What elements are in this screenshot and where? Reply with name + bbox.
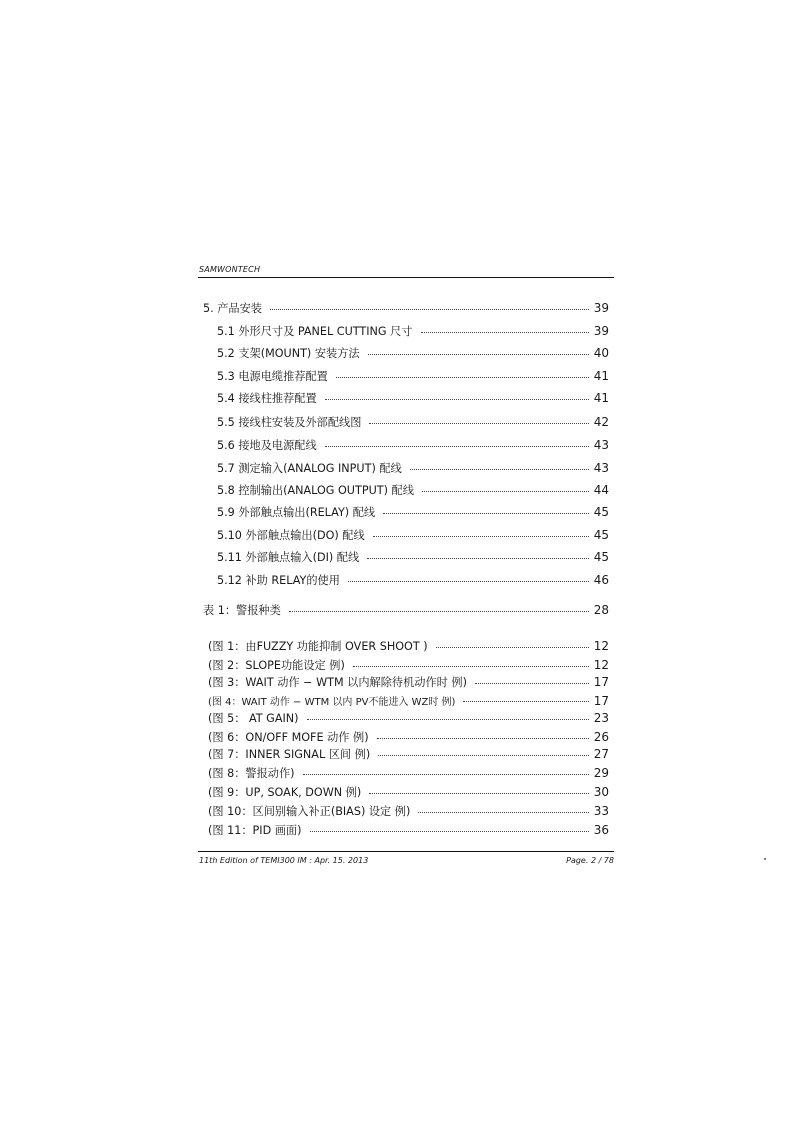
toc-entry[interactable]: [217, 460, 609, 476]
leader-dots: [378, 755, 589, 756]
leader-dots: [463, 701, 588, 702]
leader-dots: [368, 354, 589, 355]
toc-entry[interactable]: [208, 803, 609, 819]
leader-dots: [436, 647, 589, 648]
toc-entry-label: 5.12 补助 RELAY的使用: [217, 574, 340, 587]
toc-entry-page: 43: [593, 438, 609, 452]
toc-entry[interactable]: [208, 710, 609, 726]
toc-entry[interactable]: [217, 390, 609, 406]
company-brand: SAMWONTECH: [199, 265, 261, 274]
toc-entry-label: (图 10：区间别输入补正(BIAS) 设定 例): [208, 805, 411, 818]
toc-entry-label: 5.8 控制输出(ANALOG OUTPUT) 配线: [217, 484, 414, 497]
toc-entry-page: 23: [593, 711, 609, 725]
toc-entry[interactable]: [208, 693, 609, 708]
toc-entry-page: 17: [593, 675, 609, 689]
leader-dots: [421, 332, 589, 333]
toc-entry-page: 45: [593, 505, 609, 519]
toc-entry-page: 42: [593, 415, 609, 429]
toc-entry[interactable]: [217, 527, 609, 543]
toc-entry-label: (图 6：ON/OFF MOFE 动作 例): [208, 731, 369, 744]
toc-entry-page: 41: [593, 369, 609, 383]
leader-dots: [475, 683, 589, 684]
toc-entry[interactable]: [217, 482, 609, 498]
toc-entry[interactable]: [217, 549, 609, 565]
toc-entry[interactable]: [208, 674, 609, 690]
toc-entry-page: 43: [593, 461, 609, 475]
toc-entry-label: 5.9 外部触点输出(RELAY) 配线: [217, 506, 376, 519]
toc-entry-page: 27: [593, 747, 609, 761]
toc-entry-label: 5.2 支架(MOUNT) 安装方法: [217, 347, 360, 360]
toc-entry-label: 5.3 电源电缆推荐配置: [217, 370, 328, 383]
toc-entry[interactable]: [203, 300, 609, 316]
toc-entry[interactable]: [208, 657, 609, 673]
toc-entry-page: 29: [593, 766, 609, 780]
leader-dots: [310, 831, 589, 832]
toc-entry-page: 30: [593, 785, 609, 799]
toc-entry-page: 46: [593, 573, 609, 587]
toc-entry-page: 41: [593, 391, 609, 405]
toc-entry-label: (图 5： AT GAIN): [208, 712, 299, 725]
toc-entry-label: (图 1：由FUZZY 功能抑制 OVER SHOOT ): [208, 640, 428, 653]
toc-entry-label: (图 2：SLOPE功能设定 例): [208, 659, 345, 672]
toc-entry[interactable]: [217, 368, 609, 384]
leader-dots: [336, 377, 589, 378]
leader-dots: [325, 399, 589, 400]
toc-entry[interactable]: [208, 822, 609, 838]
toc-entry-page: 33: [593, 804, 609, 818]
toc-entry-page: 28: [593, 603, 609, 617]
toc-entry-label: 5. 产品安装: [203, 302, 262, 315]
toc-entry[interactable]: [203, 602, 609, 618]
leader-dots: [289, 611, 589, 612]
toc-entry[interactable]: [208, 638, 609, 654]
toc-entry-page: 17: [593, 694, 609, 708]
toc-entry-label: (图 8：警报动作): [208, 767, 295, 780]
leader-dots: [369, 423, 588, 424]
toc-entry[interactable]: [217, 323, 609, 339]
toc-entry-page: 40: [593, 346, 609, 360]
leader-dots: [270, 309, 589, 310]
footer-page-number: Page. 2 / 78: [566, 856, 614, 865]
leader-dots: [369, 793, 588, 794]
toc-entry-page: 45: [593, 528, 609, 542]
toc-entry-label: 5.10 外部触点输出(DO) 配线: [217, 529, 365, 542]
footer-rule: [198, 851, 614, 852]
toc-entry-label: (图 3：WAIT 动作 − WTM 以内解除待机动作时 例): [208, 676, 467, 689]
toc-entry-label: 5.6 接地及电源配线: [217, 439, 317, 452]
toc-entry[interactable]: [217, 572, 609, 588]
toc-entry-page: 39: [593, 324, 609, 338]
toc-entry-label: (图 7：INNER SIGNAL 区间 例): [208, 748, 371, 761]
toc-entry[interactable]: [208, 784, 609, 800]
toc-entry-label: (图 11：PID 画面): [208, 824, 302, 837]
leader-dots: [410, 469, 589, 470]
leader-dots: [303, 774, 589, 775]
toc-entry[interactable]: [208, 746, 609, 762]
margin-mark: [764, 858, 766, 860]
toc-entry-page: 39: [593, 301, 609, 315]
toc-entry-label: (图 4：WAIT 动作 − WTM 以内 PV不能进入 WZ时 例): [208, 697, 456, 708]
toc-entry-label: 5.5 接线柱安装及外部配线图: [217, 416, 362, 429]
toc-entry-page: 45: [593, 550, 609, 564]
toc-entry-page: 12: [593, 658, 609, 672]
toc-entry-label: (图 9：UP, SOAK, DOWN 例): [208, 786, 362, 799]
toc-entry-page: 12: [593, 639, 609, 653]
leader-dots: [348, 581, 589, 582]
toc-entry[interactable]: [208, 765, 609, 781]
toc-entry[interactable]: [217, 437, 609, 453]
footer-edition: 11th Edition of TEMI300 IM : Apr. 15. 2013: [199, 856, 369, 865]
leader-dots: [307, 719, 589, 720]
leader-dots: [367, 558, 589, 559]
leader-dots: [418, 812, 588, 813]
leader-dots: [377, 738, 589, 739]
toc-entry-label: 5.11 外部触点输入(DI) 配线: [217, 551, 360, 564]
leader-dots: [373, 536, 589, 537]
toc-entry-label: 5.7 测定输入(ANALOG INPUT) 配线: [217, 462, 402, 475]
toc-entry[interactable]: [217, 345, 609, 361]
toc-entry[interactable]: [217, 504, 609, 520]
toc-entry-label: 5.4 接线柱推荐配置: [217, 392, 317, 405]
toc-entry-page: 36: [593, 823, 609, 837]
toc-entry-page: 26: [593, 730, 609, 744]
toc-entry[interactable]: [208, 729, 609, 745]
toc-entry[interactable]: [217, 414, 609, 430]
toc-entry-page: 44: [593, 483, 609, 497]
toc-entry-label: 表 1：警报种类: [203, 604, 281, 617]
leader-dots: [422, 491, 589, 492]
leader-dots: [383, 513, 589, 514]
toc-entry-label: 5.1 外形尺寸及 PANEL CUTTING 尺寸: [217, 325, 413, 338]
leader-dots: [325, 446, 589, 447]
leader-dots: [353, 666, 589, 667]
